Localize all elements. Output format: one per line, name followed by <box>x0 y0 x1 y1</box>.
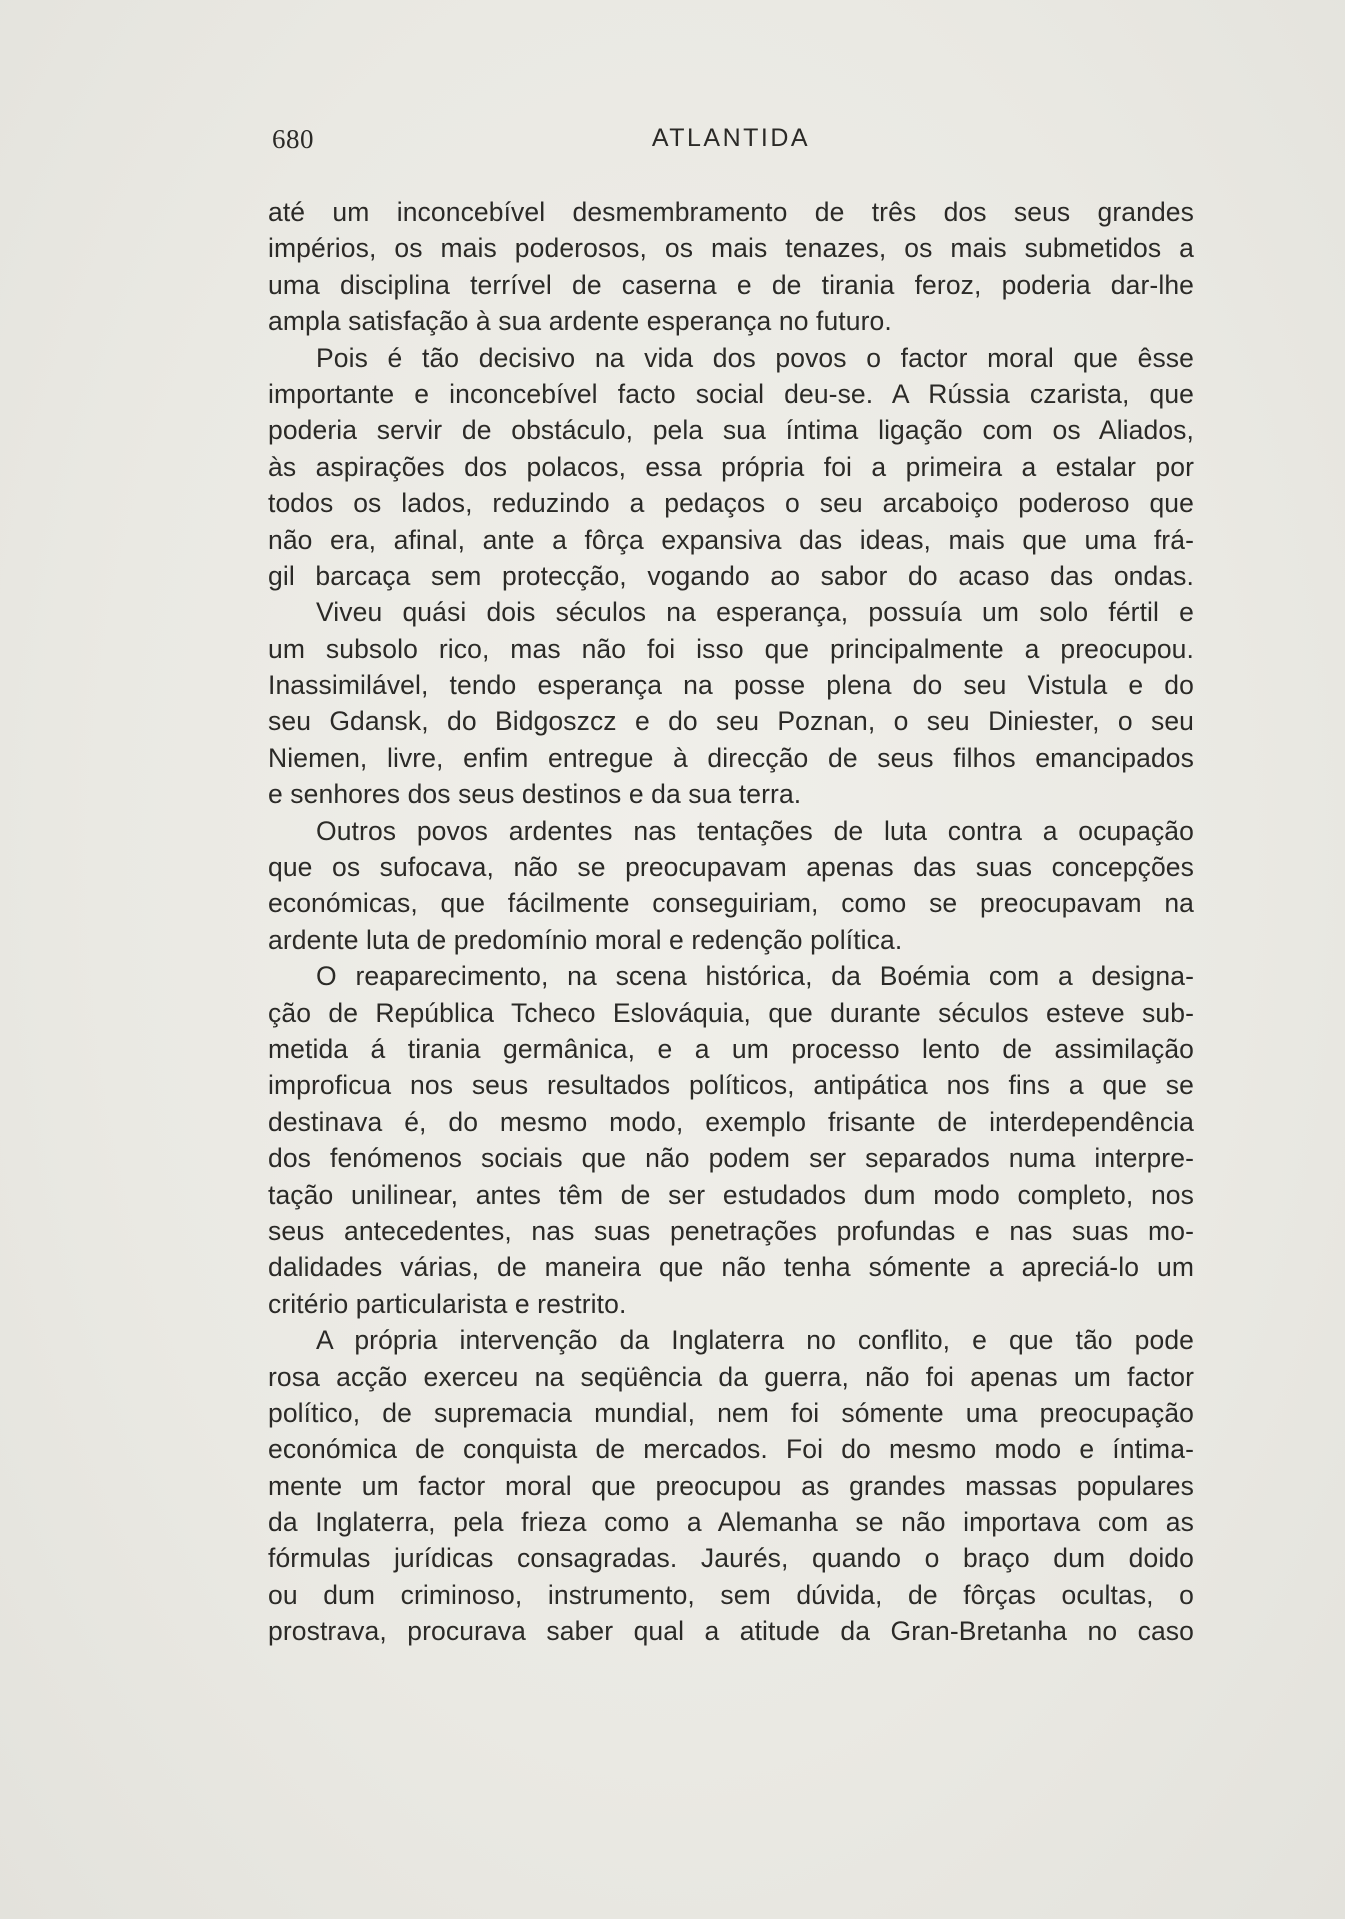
text-line: económica de conquista de mercados. Foi do mesmo modo e íntima- <box>268 1434 1194 1465</box>
text-line: seu Gdansk, do Bidgoszcz e do seu Poznan, o seu Diniester, o seu <box>268 706 1194 737</box>
paragraph <box>268 194 1194 340</box>
text-line: e senhores dos seus destinos e da sua terra. <box>268 779 802 810</box>
paragraph <box>268 958 1194 1322</box>
body-text <box>268 194 1194 1650</box>
text-line: prostrava, procurava saber qual a atitude da Gran-Bretanha no caso <box>268 1616 1194 1647</box>
text-line: impérios, os mais poderosos, os mais tenazes, os mais submetidos a <box>268 233 1194 264</box>
text-line: improficua nos seus resultados políticos, antipática nos fins a que se <box>268 1070 1194 1101</box>
running-head <box>268 124 1194 164</box>
text-line: económicas, que fácilmente conseguiriam, como se preocupavam na <box>268 888 1194 919</box>
text-line: critério particularista e restrito. <box>268 1288 627 1319</box>
text-line: ardente luta de predomínio moral e redenção política. <box>268 924 903 955</box>
text-line: Pois é tão decisivo na vida dos povos o factor moral que êsse <box>316 342 1194 373</box>
text-line: tação unilinear, antes têm de ser estudados dum modo completo, nos <box>268 1179 1194 1210</box>
text-line: dalidades várias, de maneira que não tenha sómente a apreciá-lo um <box>268 1252 1194 1283</box>
text-line: A própria intervenção da Inglaterra no conflito, e que tão pode <box>316 1325 1194 1356</box>
text-line: da Inglaterra, pela frieza como a Alemanha se não importava com as <box>268 1507 1194 1538</box>
page-number: 680 <box>272 124 314 154</box>
text-line: dos fenómenos sociais que não podem ser separados numa interpre- <box>268 1143 1194 1174</box>
text-line: que os sufocava, não se preocupavam apenas das suas concepções <box>268 852 1194 883</box>
text-line: político, de supremacia mundial, nem foi sómente uma preocupação <box>268 1397 1194 1428</box>
text-line: Viveu quási dois séculos na esperança, possuía um solo fértil e <box>316 597 1194 628</box>
text-line: ou dum criminoso, instrumento, sem dúvida, de fôrças ocultas, o <box>268 1579 1194 1610</box>
text-line: destinava é, do mesmo modo, exemplo frisante de interdependência <box>268 1106 1194 1137</box>
text-line: fórmulas jurídicas consagradas. Jaurés, quando o braço dum doido <box>268 1543 1194 1574</box>
text-line: mente um factor moral que preocupou as grandes massas populares <box>268 1470 1194 1501</box>
paragraph <box>268 813 1194 959</box>
text-line: O reaparecimento, na scena histórica, da Boémia com a designa- <box>316 961 1194 992</box>
text-line: Niemen, livre, enfim entregue à direcção de seus filhos emancipados <box>268 742 1194 773</box>
text-line: um subsolo rico, mas não foi isso que principalmente a preocupou. <box>268 633 1194 664</box>
text-line: importante e inconcebível facto social deu-se. A Rússia czarista, que <box>268 378 1194 409</box>
text-line: todos os lados, reduzindo a pedaços o seu arcaboiço poderoso que <box>268 488 1194 519</box>
paragraph <box>268 1322 1194 1650</box>
journal-title: ATLANTIDA <box>651 124 811 152</box>
text-line: às aspirações dos polacos, essa própria foi a primeira a estalar por <box>268 451 1194 482</box>
text-line: seus antecedentes, nas suas penetrações profundas e nas suas mo- <box>268 1215 1194 1246</box>
text-line: Inassimilável, tendo esperança na posse plena do seu Vistula e do <box>268 670 1194 701</box>
text-line: poderia servir de obstáculo, pela sua íntima ligação com os Aliados, <box>268 415 1194 446</box>
paragraph <box>268 594 1194 812</box>
text-line: Outros povos ardentes nas tentações de luta contra a ocupação <box>316 815 1194 846</box>
text-line: metida á tirania germânica, e a um processo lento de assimilação <box>268 1033 1194 1064</box>
text-line: gil barcaça sem protecção, vogando ao sabor do acaso das ondas. <box>268 560 1194 591</box>
text-line: ampla satisfação à sua ardente esperança no futuro. <box>268 306 892 337</box>
text-line: ção de República Tcheco Eslováquia, que durante séculos esteve sub- <box>268 997 1194 1028</box>
text-line: uma disciplina terrível de caserna e de tirania feroz, poderia dar-lhe <box>268 269 1194 300</box>
paragraph <box>268 340 1194 595</box>
text-line: até um inconcebível desmembramento de três dos seus grandes <box>268 197 1194 227</box>
text-line: rosa acção exerceu na seqüência da guerra, não foi apenas um factor <box>268 1361 1194 1392</box>
text-line: não era, afinal, ante a fôrça expansiva das ideas, mais que uma frá- <box>268 524 1194 555</box>
